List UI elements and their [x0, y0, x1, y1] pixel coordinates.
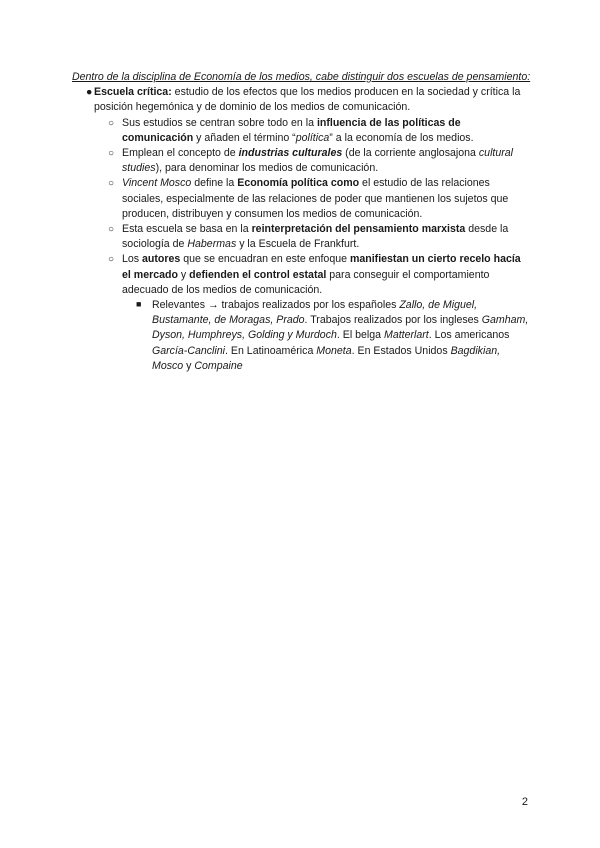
- text-italic: Bagdikian, Mosco: [152, 344, 501, 372]
- text: desde la sociología de: [122, 223, 509, 251]
- text-bold: reinterpretación del pensamiento marxista: [251, 223, 466, 236]
- text: . El belga: [336, 329, 385, 342]
- text: Sus estudios se centran sobre todo en la: [122, 116, 317, 129]
- text: y la Escuela de Frankfurt.: [236, 238, 360, 251]
- text-italic: Moneta: [316, 344, 352, 357]
- text-italic: política: [295, 131, 330, 144]
- list-item-escuela-critica: [72, 85, 532, 374]
- page-number: 2: [521, 796, 528, 808]
- text-bold: influencia de las políticas de comunicación: [122, 116, 461, 144]
- intro-heading: Dentro de la disciplina de Economía de los medios, cabe distinguir dos escuelas de pensamiento:: [72, 71, 531, 83]
- text: Emplean el concepto de: [122, 147, 239, 160]
- text: . Los americanos: [428, 329, 510, 342]
- sub-sub-list: [122, 298, 532, 374]
- text-italic: cultural studies: [122, 147, 514, 175]
- text-bold: Economía política como: [237, 177, 360, 190]
- text-bold: autores: [142, 253, 181, 266]
- bullet-circle-icon: ○: [108, 224, 115, 236]
- text: el estudio de las relaciones sociales, especialmente de las relaciones de poder que mantienen los sujetos que producen, distribuyen y consumen los medios de comunicación.: [122, 177, 509, 220]
- text: (de la corriente anglosajona: [342, 147, 479, 160]
- text: . En Estados Unidos: [351, 344, 451, 357]
- bullet-circle-icon: ○: [108, 117, 115, 129]
- sub-sub-item-1: [72, 298, 532, 374]
- bullet-square-icon: ■: [136, 299, 142, 310]
- item-title: Escuela crítica:: [94, 86, 172, 99]
- text-italic: Vincent Mosco: [122, 177, 192, 190]
- sub-item-1: [72, 116, 532, 146]
- bullet-circle-icon: ○: [108, 148, 115, 160]
- sub-item-2: [72, 146, 532, 176]
- sub-list: [94, 116, 532, 374]
- main-list: [72, 85, 532, 374]
- text-bold: defienden el control estatal: [189, 268, 327, 281]
- text: y añaden el término “: [193, 131, 296, 144]
- text: Relevantes → trabajos realizados por los españoles: [152, 299, 400, 312]
- text: ), para denominar los medios de comunicación.: [155, 162, 379, 175]
- sub-item-3: [72, 176, 532, 222]
- text-bold: manifiestan un cierto recelo hacía el mercado: [122, 253, 521, 281]
- text-italic: Gamham, Dyson, Humphreys, Golding y Murdoch: [152, 314, 529, 342]
- document-body: [72, 70, 532, 374]
- text-italic: García-Canclini: [152, 344, 226, 357]
- bullet-disc-icon: ●: [86, 86, 93, 99]
- text: ” a la economía de los medios.: [329, 131, 474, 144]
- text-italic: Zallo, de Miguel, Bustamante, de Moragas, Prado: [152, 299, 478, 327]
- text: y: [177, 268, 190, 281]
- bullet-circle-icon: ○: [108, 254, 115, 266]
- bullet-circle-icon: ○: [108, 178, 115, 190]
- sub-item-5: [72, 252, 532, 374]
- text: que se encuadran en este enfoque: [180, 253, 350, 266]
- text-italic: Habermas: [187, 238, 237, 251]
- text: Los: [122, 253, 143, 266]
- text-italic: Compaine: [194, 359, 243, 372]
- sub-item-4: [72, 222, 532, 252]
- text: . Trabajos realizados por los ingleses: [304, 314, 482, 327]
- text: Esta escuela se basa en la: [122, 223, 252, 236]
- text-italic: Matterlart: [384, 329, 429, 342]
- item-text: estudio de los efectos que los medios producen en la sociedad y crítica la posición hegemónica y de dominio de los medios de comunicación.: [94, 86, 521, 114]
- text: y: [183, 359, 195, 372]
- text-bold-italic: industrias culturales: [238, 147, 343, 160]
- text: . En Latinoamérica: [225, 344, 317, 357]
- text: para conseguir el comportamiento adecuado de los medios de comunicación.: [122, 268, 490, 296]
- text: define la: [191, 177, 238, 190]
